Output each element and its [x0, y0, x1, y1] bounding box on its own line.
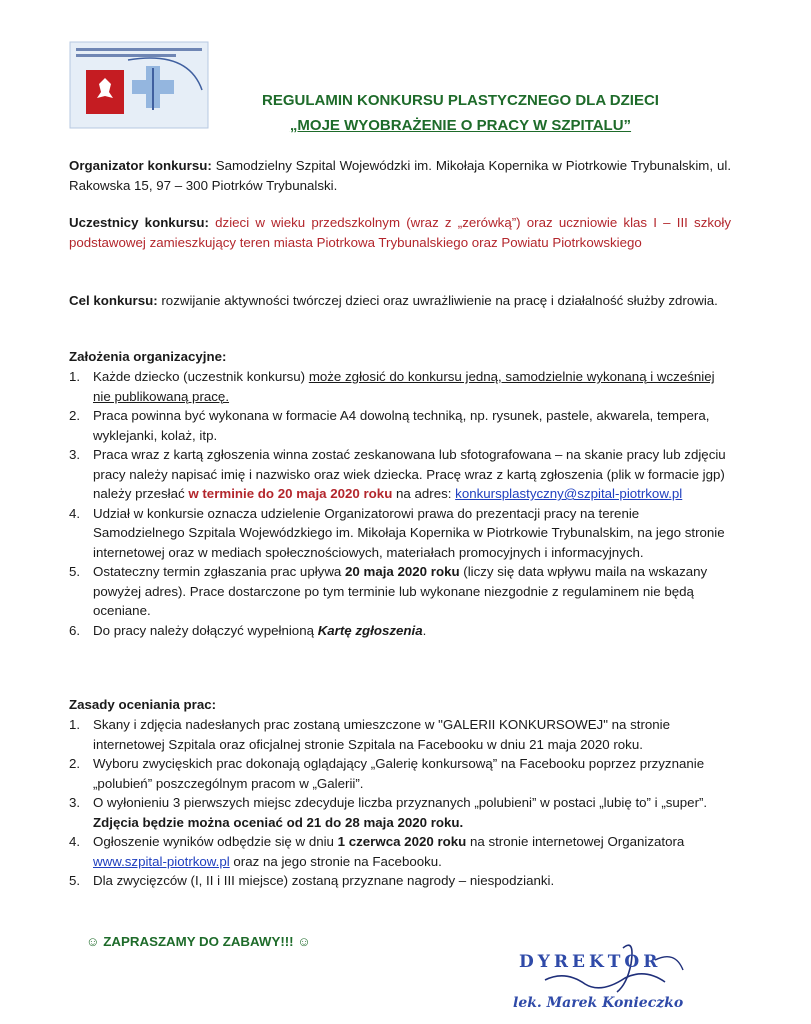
assumption-5-deadline: 20 maja 2020 roku — [345, 564, 460, 579]
goal-text: rozwijanie aktywności twórczej dzieci oraz uwrażliwienie na pracę i działalność służby zdrowia. — [161, 293, 718, 308]
list-number: 3. — [69, 447, 81, 462]
list-item — [69, 406, 731, 445]
goal-paragraph — [69, 291, 731, 311]
rating-4-text: Ogłoszenie wyników odbędzie się w dniu — [93, 834, 338, 849]
list-item — [69, 793, 731, 832]
list-item — [69, 621, 731, 641]
assumption-3-deadline: w terminie do 20 maja 2020 roku — [188, 486, 393, 501]
assumption-5-text: Ostateczny termin zgłaszania prac upływa — [93, 564, 346, 579]
rating-title: Zasady oceniania prac: — [69, 697, 217, 712]
rating-3-period: Zdjęcia będzie można oceniać od 21 do 28 maja 2020 roku. — [93, 814, 464, 830]
assumption-6-form: Kartę zgłoszenia — [317, 622, 423, 638]
participants-paragraph — [69, 213, 731, 252]
participants-text: dzieci w wieku przedszkolnym (wraz z „zerówką”) oraz uczniowie klas I – III szkoły podstawowej zamieszkujący teren miasta Piotrkowa Trybunalskiego oraz Powiatu Piotrkowskiego — [69, 215, 731, 250]
list-item — [69, 871, 731, 891]
assumption-4-text: Udział w konkursie oznacza udzielenie Organizatorowi prawa do prezentacji pracy na terenie Samodzielnego Szpitala Wojewódzkiego im. Mikołaja Kopernika w Piotrkowie Trybunalskim, na jego stronie internetowej oraz w mediach społecznościowych, materiałach promocyjnych i informacyjnych. — [93, 505, 725, 560]
rating-2-text: Wyboru zwycięskich prac dokonają oglądający „Galerię konkursową” na Facebooku poprzez przyznanie „polubień” poszczególnym pracom w „Galerii”. — [93, 756, 705, 791]
list-item — [69, 832, 731, 871]
invite-text: ☺ ZAPRASZAMY DO ZABAWY!!! ☺ — [86, 934, 311, 949]
assumptions-title: Założenia organizacyjne: — [69, 349, 227, 364]
assumption-3-address-label: na adres: — [392, 486, 456, 501]
list-item — [69, 504, 731, 563]
assumption-5-rest: (liczy się data wpływu maila na wskazany powyżej adres). Prace dostarczone po tym terminie lub wykonane niezgodnie z regulaminem nie będą oceniane. — [93, 564, 708, 618]
list-number: 6. — [69, 622, 81, 638]
list-number: 5. — [69, 873, 81, 888]
list-number: 3. — [69, 795, 81, 810]
list-number: 1. — [69, 717, 81, 732]
rating-4-mid: na stronie internetowej Organizatora — [466, 834, 685, 849]
rating-5-text: Dla zwycięzców (I, II i III miejsce) zostaną przyznane nagrody – niespodzianki. — [93, 873, 555, 888]
goal-label: Cel konkursu: — [69, 293, 158, 308]
stamp-name: lek. Marek Konieczko — [513, 995, 684, 1011]
list-item — [69, 715, 731, 754]
participants-label: Uczestnicy konkursu: — [69, 215, 209, 230]
rating-list — [69, 715, 731, 891]
contest-email-link[interactable]: konkursplastyczny@szpital-piotrkow.pl — [455, 486, 683, 501]
assumptions-list — [69, 367, 731, 640]
list-item — [69, 562, 731, 621]
list-item — [69, 754, 731, 793]
assumption-6-end: . — [422, 622, 427, 638]
rating-3-text: O wyłonieniu 3 pierwszych miejsc zdecyduje liczba przyznanych „polubieni” w postaci „lubię to” i „super”. — [93, 795, 708, 810]
list-item — [69, 367, 731, 406]
assumption-2-text: Praca powinna być wykonana w formacie A4 dowolną techniką, np. rysunek, pastele, akwarela, tempera, wyklejanki, kolaż, itp. — [93, 408, 710, 443]
rating-1-text: Skany i zdjęcia nadesłanych prac zostaną umieszczone w "GALERII KONKURSOWEJ" na stronie internetowej Szpitala oraz oficjalnej stronie Szpitala na Facebooku w dniu 21 maja 2020 roku. — [93, 717, 671, 752]
stamp-title: DYREKTOR — [519, 952, 662, 972]
document-title: REGULAMIN KONKURSU PLASTYCZNEGO DLA DZIECI — [262, 92, 659, 109]
list-number: 4. — [69, 505, 81, 521]
contest-name — [150, 116, 771, 136]
organizer-text: Samodzielny Szpital Wojewódzki im. Mikołaja Kopernika w Piotrkowie Trybunalskim, ul. Rakowska 15, 97 – 300 Piotrków Trybunalski. — [69, 158, 732, 193]
assumption-1-text: Każde dziecko (uczestnik konkursu) — [93, 369, 309, 384]
list-number: 2. — [69, 408, 81, 423]
organizer-label: Organizator konkursu: — [69, 158, 212, 173]
contest-name-text: „MOJE WYOBRAŻENIE O PRACY W SZPITALU” — [289, 117, 632, 134]
list-number: 5. — [69, 564, 81, 579]
list-number: 2. — [69, 756, 81, 771]
hospital-website-link[interactable]: www.szpital-piotrkow.pl — [93, 853, 230, 869]
assumption-1-underlined: może zgłosić do konkursu jedną, samodzielnie wykonaną i wcześniej nie publikowaną pracę. — [93, 369, 715, 404]
list-number: 4. — [69, 834, 81, 849]
assumption-3-text: Praca wraz z kartą zgłoszenia winna zostać zeskanowana lub sfotografowana – na skanie pracy lub zdjęciu pracy należy napisać imię i nazwisko oraz wiek dziecka. Pracę wraz z kartą zgłoszenia (plik w formacie jgp) należy przesłać — [93, 447, 726, 501]
organizer-paragraph — [69, 156, 731, 195]
list-number: 1. — [69, 369, 81, 384]
list-item — [69, 445, 731, 504]
rating-4-end: oraz na jego stronie na Facebooku. — [229, 853, 442, 869]
assumption-6-text: Do pracy należy dołączyć wypełnioną — [93, 622, 318, 638]
rating-4-date: 1 czerwca 2020 roku — [337, 834, 467, 849]
